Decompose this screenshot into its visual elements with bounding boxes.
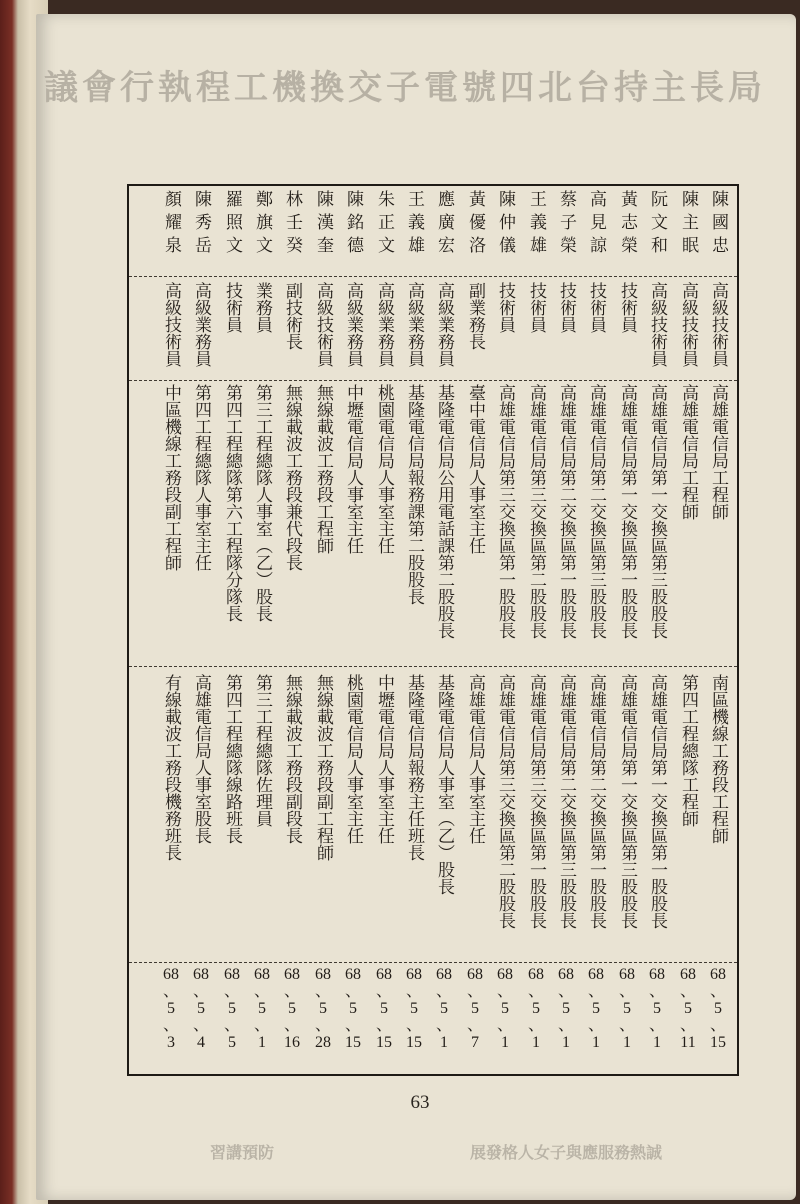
page-number: 63 [410, 1092, 430, 1113]
previous-post: 高雄電信局第一交換區第三股股長 [647, 384, 667, 639]
date-part: 、 [375, 1017, 392, 1034]
date-part: 、 [679, 1017, 696, 1034]
date-part: 68 [376, 966, 392, 983]
person-name: 鄭旗文 [252, 190, 272, 259]
date-part: 1 [501, 1034, 509, 1051]
job-title: 技術員 [495, 282, 515, 333]
effective-date [583, 966, 609, 1070]
effective-date [462, 966, 488, 1070]
date-part: 68 [619, 966, 635, 983]
bleed-through-header: 議會行執程工機換交子電號四北台持主長局 [44, 68, 766, 108]
new-post: 第四工程總隊線路班長 [222, 674, 242, 844]
effective-date [523, 966, 549, 1070]
date-part: 5 [532, 1000, 540, 1017]
job-title: 高級業務員 [191, 282, 211, 367]
date-part: 、 [283, 983, 300, 1000]
person-name: 陳仲儀 [495, 190, 515, 259]
new-post: 第四工程總隊工程師 [678, 674, 698, 827]
date-part: 、 [527, 983, 544, 1000]
effective-date [340, 966, 366, 1070]
date-part: 68 [345, 966, 361, 983]
date-part: 4 [197, 1034, 205, 1051]
date-part: 68 [436, 966, 452, 983]
person-name: 陳主眠 [678, 190, 698, 259]
previous-post: 高雄電信局第二交換區第三股股長 [586, 384, 606, 639]
date-part: 、 [192, 983, 209, 1000]
table-right-edge [737, 184, 739, 1076]
date-part: 、 [709, 983, 726, 1000]
effective-date [188, 966, 214, 1070]
date-part: 68 [315, 966, 331, 983]
job-title: 高級技術員 [647, 282, 667, 367]
date-part: 68 [710, 966, 726, 983]
date-part: 5 [319, 1000, 327, 1017]
date-part: 7 [471, 1034, 479, 1051]
date-part: 、 [557, 983, 574, 1000]
job-title: 技術員 [586, 282, 606, 333]
previous-post: 基隆電信局公用電話課第二股股長 [434, 384, 454, 639]
effective-date [492, 966, 518, 1070]
job-title: 高級技術員 [708, 282, 728, 367]
date-part: 、 [253, 1017, 270, 1034]
new-post: 無線載波工務段副工程師 [313, 674, 333, 861]
date-part: 、 [314, 1017, 331, 1034]
previous-post: 第四工程總隊第六工程隊分隊長 [222, 384, 242, 622]
date-part: 68 [193, 966, 209, 983]
date-part: 5 [167, 1000, 175, 1017]
date-part: 、 [679, 983, 696, 1000]
previous-post: 中壢電信局人事室主任 [343, 384, 363, 554]
person-name: 陳銘德 [343, 190, 363, 259]
date-part: 、 [587, 1017, 604, 1034]
date-part: 5 [714, 1000, 722, 1017]
person-name: 陳漢奎 [313, 190, 333, 259]
date-part: 15 [345, 1034, 361, 1051]
date-part: 1 [592, 1034, 600, 1051]
person-name: 王義雄 [404, 190, 424, 259]
date-part: 、 [375, 983, 392, 1000]
date-part: 5 [258, 1000, 266, 1017]
date-part: 、 [557, 1017, 574, 1034]
date-part: 11 [680, 1034, 696, 1051]
date-part: 、 [283, 1017, 300, 1034]
date-part: 68 [497, 966, 513, 983]
date-part: 、 [496, 1017, 513, 1034]
person-name: 朱正文 [374, 190, 394, 259]
new-post: 高雄電信局第三交換區第一股股長 [526, 674, 546, 929]
date-part: 、 [344, 1017, 361, 1034]
date-part: 、 [618, 1017, 635, 1034]
date-part: 、 [314, 983, 331, 1000]
person-name: 高見諒 [586, 190, 606, 259]
previous-post: 第四工程總隊人事室主任 [191, 384, 211, 571]
job-title: 高級業務員 [374, 282, 394, 367]
effective-date [644, 966, 670, 1070]
date-part: 、 [162, 983, 179, 1000]
new-post: 有線載波工務段機務班長 [161, 674, 181, 861]
date-part: 、 [192, 1017, 209, 1034]
person-name: 應廣宏 [434, 190, 454, 259]
person-name: 顏耀泉 [161, 190, 181, 259]
date-part: 、 [587, 983, 604, 1000]
date-part: 5 [349, 1000, 357, 1017]
person-name: 王義雄 [526, 190, 546, 259]
date-part: 5 [562, 1000, 570, 1017]
date-part: 5 [684, 1000, 692, 1017]
date-part: 68 [163, 966, 179, 983]
effective-date [553, 966, 579, 1070]
previous-post: 無線載波工務段工程師 [313, 384, 333, 554]
previous-post: 臺中電信局人事室主任 [465, 384, 485, 554]
date-part: 68 [254, 966, 270, 983]
effective-date [279, 966, 305, 1070]
job-title: 業務員 [252, 282, 272, 333]
date-part: 68 [467, 966, 483, 983]
effective-date [371, 966, 397, 1070]
effective-date [705, 966, 731, 1070]
date-part: 1 [440, 1034, 448, 1051]
effective-date [401, 966, 427, 1070]
person-name: 黃優洛 [465, 190, 485, 259]
new-post: 高雄電信局第二交換區第三股股長 [556, 674, 576, 929]
new-post: 第三工程總隊佐理員 [252, 674, 272, 827]
previous-post: 基隆電信局報務課第二股股長 [404, 384, 424, 605]
divider-old-new [129, 666, 737, 667]
previous-post: 高雄電信局第二交換區第一股股長 [556, 384, 576, 639]
date-part: 、 [709, 1017, 726, 1034]
date-part: 、 [405, 1017, 422, 1034]
date-part: 68 [649, 966, 665, 983]
effective-date [249, 966, 275, 1070]
job-title: 技術員 [526, 282, 546, 333]
divider-title-old [129, 380, 737, 381]
date-part: 5 [197, 1000, 205, 1017]
date-part: 、 [466, 1017, 483, 1034]
previous-post: 第三工程總隊人事室（乙）股長 [252, 384, 272, 622]
date-part: 5 [410, 1000, 418, 1017]
date-part: 68 [558, 966, 574, 983]
new-post: 基隆電信局人事室（乙）股長 [434, 674, 454, 895]
job-title: 高級技術員 [313, 282, 333, 367]
date-part: 15 [406, 1034, 422, 1051]
date-part: 、 [496, 983, 513, 1000]
effective-date [431, 966, 457, 1070]
bleed-through-footer: 展發格人女子與應服務熱誠 [470, 1143, 663, 1162]
new-post: 高雄電信局第一交換區第一股股長 [647, 674, 667, 929]
date-part: 、 [253, 983, 270, 1000]
date-part: 、 [648, 1017, 665, 1034]
new-post: 中壢電信局人事室主任 [374, 674, 394, 844]
date-part: 16 [284, 1034, 300, 1051]
date-part: 、 [648, 983, 665, 1000]
date-part: 5 [440, 1000, 448, 1017]
job-title: 技術員 [556, 282, 576, 333]
date-part: 5 [228, 1034, 236, 1051]
date-part: 、 [405, 983, 422, 1000]
date-part: 1 [623, 1034, 631, 1051]
person-name: 蔡子榮 [556, 190, 576, 259]
person-name: 黃志榮 [617, 190, 637, 259]
previous-post: 桃園電信局人事室主任 [374, 384, 394, 554]
job-title: 高級技術員 [678, 282, 698, 367]
date-part: 、 [223, 1017, 240, 1034]
job-title: 高級技術員 [161, 282, 181, 367]
date-part: 5 [501, 1000, 509, 1017]
date-part: 68 [284, 966, 300, 983]
date-part: 1 [653, 1034, 661, 1051]
new-post: 無線載波工務段副段長 [282, 674, 302, 844]
effective-date [158, 966, 184, 1070]
date-part: 28 [315, 1034, 331, 1051]
effective-date [675, 966, 701, 1070]
person-name: 陳秀岳 [191, 190, 211, 259]
date-part: 68 [588, 966, 604, 983]
new-post: 基隆電信局報務主任班長 [404, 674, 424, 861]
previous-post: 高雄電信局工程師 [708, 384, 728, 520]
date-part: 、 [223, 983, 240, 1000]
person-name: 林壬癸 [282, 190, 302, 259]
date-part: 3 [167, 1034, 175, 1051]
new-post: 桃園電信局人事室主任 [343, 674, 363, 844]
date-part: 15 [376, 1034, 392, 1051]
new-post: 高雄電信局第一交換區第三股股長 [617, 674, 637, 929]
previous-post: 高雄電信局第三交換區第二股股長 [526, 384, 546, 639]
date-part: 5 [592, 1000, 600, 1017]
previous-post: 中區機線工務段副工程師 [161, 384, 181, 571]
new-post: 高雄電信局人事室主任 [465, 674, 485, 844]
date-part: 1 [532, 1034, 540, 1051]
date-part: 5 [380, 1000, 388, 1017]
date-part: 、 [435, 983, 452, 1000]
divider-new-date [129, 962, 737, 963]
date-part: 5 [288, 1000, 296, 1017]
date-part: 68 [528, 966, 544, 983]
new-post: 南區機線工務段工程師 [708, 674, 728, 844]
job-title: 技術員 [222, 282, 242, 333]
previous-post: 高雄電信局第三交換區第一股股長 [495, 384, 515, 639]
effective-date [219, 966, 245, 1070]
date-part: 15 [710, 1034, 726, 1051]
date-part: 1 [258, 1034, 266, 1051]
date-part: 、 [618, 983, 635, 1000]
date-part: 68 [224, 966, 240, 983]
new-post: 高雄電信局第三交換區第二股股長 [495, 674, 515, 929]
job-title: 高級業務員 [404, 282, 424, 367]
job-title: 副技術長 [282, 282, 302, 350]
date-part: 、 [344, 983, 361, 1000]
date-part: 68 [406, 966, 422, 983]
divider-name-title [129, 276, 737, 277]
date-part: 、 [466, 983, 483, 1000]
bleed-through-footer-left: 習講預防 [210, 1143, 275, 1162]
new-post: 高雄電信局人事室股長 [191, 674, 211, 844]
person-name: 陳國忠 [708, 190, 728, 259]
effective-date [310, 966, 336, 1070]
date-part: 1 [562, 1034, 570, 1051]
person-name: 阮文和 [647, 190, 667, 259]
date-part: 5 [623, 1000, 631, 1017]
previous-post: 無線載波工務段兼代段長 [282, 384, 302, 571]
date-part: 5 [653, 1000, 661, 1017]
date-part: 、 [527, 1017, 544, 1034]
previous-post: 高雄電信局工程師 [678, 384, 698, 520]
date-part: 68 [680, 966, 696, 983]
date-part: 、 [162, 1017, 179, 1034]
person-name: 羅照文 [222, 190, 242, 259]
date-part: 5 [471, 1000, 479, 1017]
job-title: 高級業務員 [343, 282, 363, 367]
effective-date [614, 966, 640, 1070]
new-post: 高雄電信局第二交換區第一股股長 [586, 674, 606, 929]
job-title: 副業務長 [465, 282, 485, 350]
date-part: 5 [228, 1000, 236, 1017]
job-title: 技術員 [617, 282, 637, 333]
date-part: 、 [435, 1017, 452, 1034]
job-title: 高級業務員 [434, 282, 454, 367]
previous-post: 高雄電信局第一交換區第一股股長 [617, 384, 637, 639]
